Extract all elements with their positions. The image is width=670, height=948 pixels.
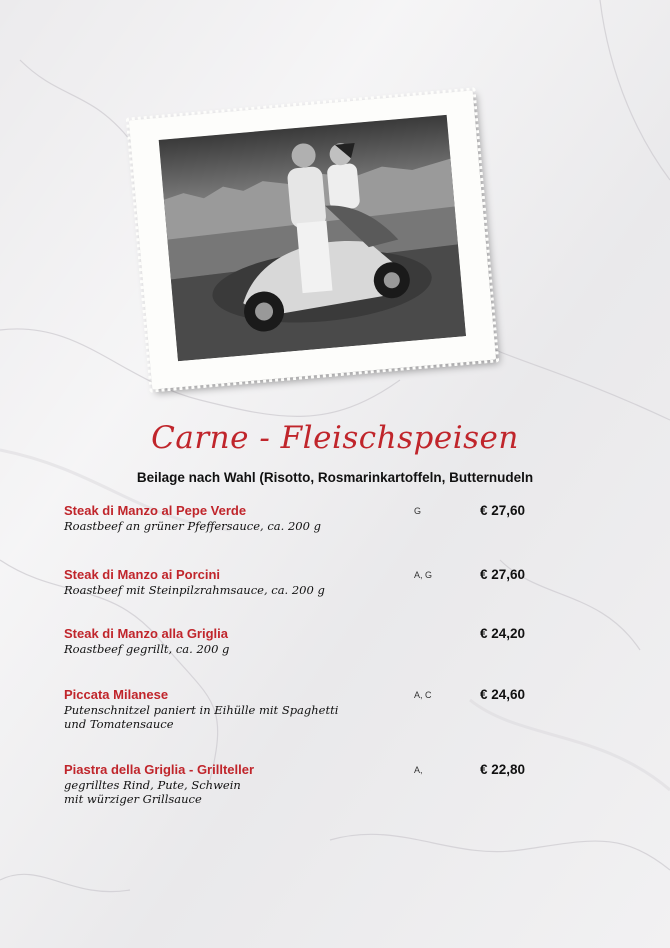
menu-title: Carne - Fleischspeisen <box>151 420 519 456</box>
vintage-scooter-photo <box>159 115 466 361</box>
menu-item <box>64 687 564 731</box>
item-allergens: G <box>414 506 422 516</box>
item-price: € 27,60 <box>480 503 526 518</box>
item-description: Roastbeef gegrillt, ca. 200 g <box>64 642 230 656</box>
menu-item <box>64 503 564 533</box>
item-name: Steak di Manzo alla Griglia <box>64 626 228 641</box>
item-price: € 24,20 <box>480 626 526 641</box>
item-name: Steak di Manzo al Pepe Verde <box>64 503 247 518</box>
item-name: Piastra della Griglia - Grillteller <box>64 762 255 777</box>
item-name: Piccata Milanese <box>64 687 169 702</box>
item-description: Putenschnitzel paniert in Eihülle mit Spaghetti und Tomatensauce <box>64 703 339 731</box>
item-allergens: A, <box>414 765 423 775</box>
vintage-photo-frame <box>129 90 496 389</box>
menu-item <box>64 762 564 806</box>
item-price: € 22,80 <box>480 762 526 777</box>
item-allergens: A, G <box>414 570 433 580</box>
item-description: Roastbeef mit Steinpilzrahmsauce, ca. 200 g <box>64 583 325 597</box>
item-description: Roastbeef an grüner Pfeffersauce, ca. 200 g <box>64 519 321 533</box>
item-allergens: A, C <box>414 690 432 700</box>
menu-subtitle: Beilage nach Wahl (Risotto, Rosmarinkartoffeln, Butternudeln <box>136 470 534 485</box>
item-price: € 27,60 <box>480 567 526 582</box>
item-price: € 24,60 <box>480 687 526 702</box>
menu-item <box>64 567 564 597</box>
item-description: gegrilltes Rind, Pute, Schwein mit würziger Grillsauce <box>64 778 241 806</box>
menu-item <box>64 626 564 656</box>
item-name: Steak di Manzo ai Porcini <box>64 567 221 582</box>
